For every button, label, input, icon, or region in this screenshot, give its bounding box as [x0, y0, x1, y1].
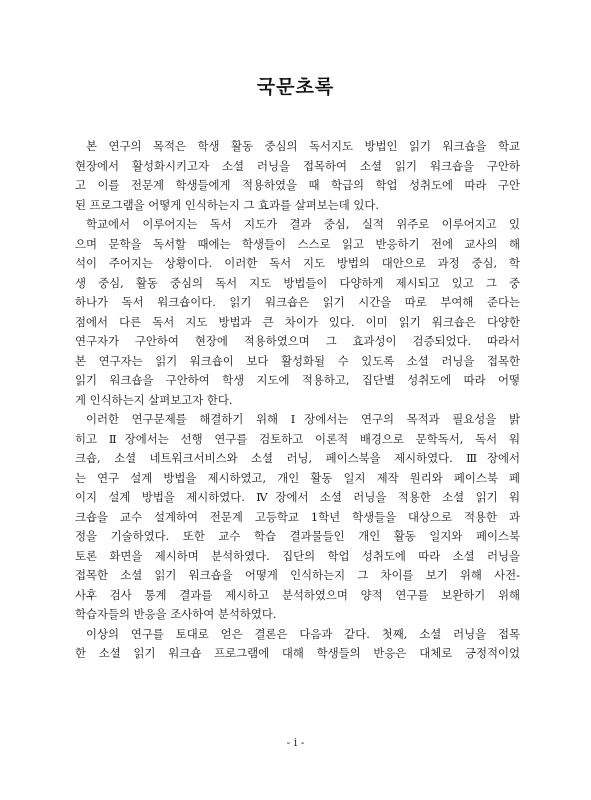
text-line: 본 연구자는 읽기 워크숍이 보다 활성화될 수 있도록 소셜 러닝을 접목한: [75, 353, 520, 368]
text-line: 게 인식하는지 살펴보고자 한다.: [75, 392, 233, 407]
text-line: 연구자가 구안하여 현장에 적용하였으며 그 효과성이 검증되었다. 따라서: [75, 334, 520, 348]
abstract-body: [75, 137, 520, 664]
text-line: 석이 주어지는 상황이다. 이러한 독서 지도 방법의 대안으로 과정 중심, 학: [75, 256, 520, 270]
page-number: - i -: [286, 736, 305, 749]
text-line: 된 프로그램을 어떻게 인식하는지 그 효과를 살펴보는데 있다.: [75, 197, 380, 212]
text-line: 이러한 연구문제를 해결하기 위해 Ⅰ장에서는 연구의 목적과 필요성을 밝: [86, 412, 520, 426]
text-line: 으며 문학을 독서할 때에는 학생들이 스스로 읽고 반응하기 전에 교사의 해: [75, 236, 520, 251]
text-line: 히고 Ⅱ장에서는 선행 연구를 검토하고 이론적 배경으로 문학독서, 독서 워: [75, 431, 520, 446]
text-line: 크숍, 소셜 네트워크서비스와 소셜 러닝, 페이스북을 제시하였다. Ⅲ장에서: [75, 451, 520, 465]
text-line: 읽기 워크숍을 구안하여 학생 지도에 적용하고, 집단별 성취도에 따라 어떻: [75, 373, 520, 387]
text-line: 사후 검사 통계 결과를 제시하고 분석하였으며 양적 연구를 보완하기 위해: [75, 587, 520, 602]
text-line: 본 연구의 목적은 학생 활동 중심의 독서지도 방법인 읽기 워크숍을 학교: [86, 139, 520, 153]
text-line: 현장에서 활성화시키고자 소셜 러닝을 접목하여 소셜 읽기 워크숍을 구안하: [75, 158, 520, 173]
text-line: 크숍을 교수 설계하여 전문계 고등학교 1학년 학생들을 대상으로 적용한 과: [75, 509, 520, 524]
text-line: 한 소셜 읽기 워크숍 프로그램에 대해 학생들의 반응은 대체로 긍정적이었: [75, 646, 520, 660]
text-line: 접목한 소셜 읽기 워크숍을 어떻게 인식하는지 그 차이를 보기 위해 사전-: [75, 568, 520, 582]
text-line: 고 이를 전문계 학생들에게 적용하였을 때 학급의 학업 성취도에 따라 구안: [75, 178, 520, 192]
page-title: 국문초록: [256, 76, 335, 98]
text-line: 생 중심, 활동 중심의 독서 지도 방법들이 다양하게 제시되고 있고 그 중: [75, 275, 520, 290]
text-line: 이상의 연구를 토대로 얻은 결론은 다음과 같다. 첫째, 소셜 러닝을 접목: [86, 626, 520, 641]
text-line: 하나가 독서 워크숍이다. 읽기 워크숍은 읽기 시간을 따로 부여해 준다는: [75, 295, 520, 309]
text-line: 학교에서 이루어지는 독서 지도가 결과 중심, 실적 위주로 이루어지고 있: [86, 217, 520, 231]
text-line: 학습자들의 반응을 조사하여 분석하였다.: [75, 607, 277, 621]
text-line: 이지 설계 방법을 제시하였다. Ⅳ장에서 소셜 러닝을 적용한 소셜 읽기 워: [75, 490, 520, 504]
text-line: 점에서 다른 독서 지도 방법과 큰 차이가 있다. 이미 읽기 워크숍은 다양한: [75, 314, 520, 329]
text-line: 토론 화면을 제시하며 분석하였다. 집단의 학업 성취도에 따라 소셜 러닝을: [75, 548, 520, 563]
text-line: 정을 기술하였다. 또한 교수 학습 결과물들인 개인 활동 일지와 페이스북: [75, 529, 520, 543]
text-line: 는 연구 설계 방법을 제시하였고, 개인 활동 일지 제작 원리와 페이스북 페: [75, 470, 520, 485]
